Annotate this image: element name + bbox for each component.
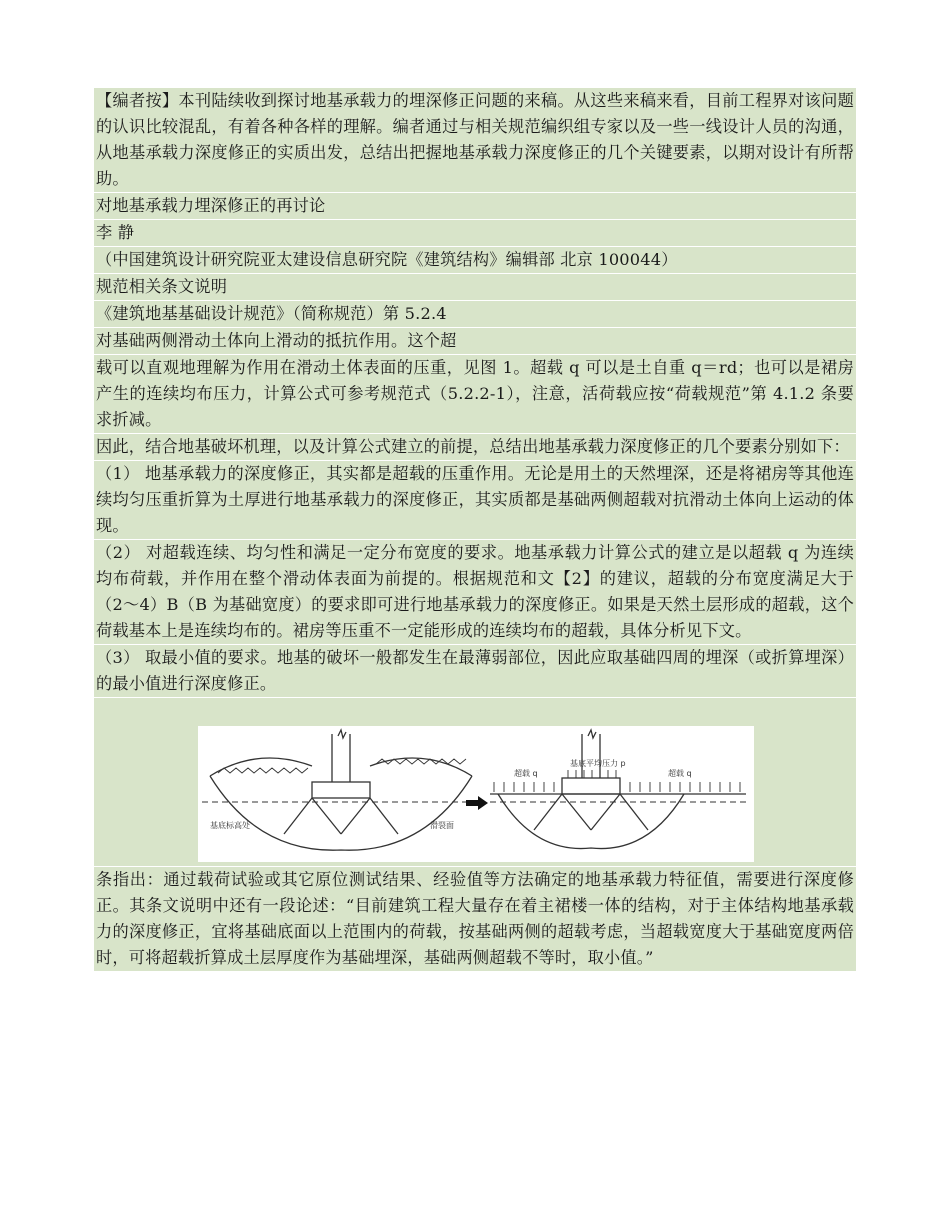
paragraph-surcharge: 载可以直观地理解为作用在滑动土体表面的压重，见图 1。超载 q 可以是土自重 q＝rd；也可以是裙房产生的连续均布压力，计算公式可参考规范式（5.2.2-1），注意，活荷载应按“荷载规范”第 4.1.2 条要求折减。 [94, 355, 856, 434]
paragraph-code-explanation: 条指出：通过载荷试验或其它原位测试结果、经验值等方法确定的地基承载力特征值，需要进行深度修正。其条文说明中还有一段论述：“目前建筑工程大量存在着主裙楼一体的结构，对于主体结构地基承载力的深度修正，宜将基础底面以上范围内的荷载，按基础两侧的超载考虑，当超载宽度大于基础宽度两倍时，可将超载折算成土层厚度作为基础埋深，基础两侧超载不等时，取小值。” [94, 867, 856, 972]
fig-label-surcharge-right: 超载 q [668, 769, 692, 778]
editor-note: 【编者按】本刊陆续收到探讨地基承载力的埋深修正问题的来稿。从这些来稿来看，目前工程界对该问题的认识比较混乱，有着各种各样的理解。编者通过与相关规范编织组专家以及一些一线设计人员的沟通，从地基承载力深度修正的实质出发，总结出把握地基承载力深度修正的几个关键要素，以期对设计有所帮助。 [94, 88, 856, 193]
figure-1 [198, 726, 754, 862]
transform-arrow-icon [466, 796, 488, 810]
fig-label-base-level: 基底标高处 [210, 821, 250, 830]
point-1: （1） 地基承载力的深度修正，其实都是超载的压重作用。无论是用土的天然埋深，还是将裙房等其他连续均匀压重折算为土厚进行地基承载力的深度修正，其实质都是基础两侧超载对抗滑动土体向上运动的体现。 [94, 461, 856, 540]
point-3: （3） 取最小值的要求。地基的破坏一般都发生在最薄弱部位，因此应取基础四周的埋深（或折算埋深）的最小值进行深度修正。 [94, 645, 856, 698]
paragraph-summary: 因此，结合地基破坏机理，以及计算公式建立的前提，总结出地基承载力深度修正的几个要素分别如下： [94, 434, 856, 461]
code-reference: 《建筑地基基础设计规范》（简称规范）第 5.2.4 [94, 301, 856, 328]
author-affiliation: （中国建筑设计研究院亚太建设信息研究院《建筑结构》编辑部 北京 100044） [94, 247, 856, 274]
section-heading: 规范相关条文说明 [94, 274, 856, 301]
fig-label-slip-surface: 滑裂面 [430, 821, 454, 830]
figure-1-drawing [198, 726, 754, 862]
figure-1-block [94, 698, 856, 867]
article-title: 对地基承载力埋深修正的再讨论 [94, 193, 856, 220]
author-name: 李 静 [94, 220, 856, 247]
point-2: （2） 对超载连续、均匀性和满足一定分布宽度的要求。地基承载力计算公式的建立是以超载 q 为连续均布荷载，并作用在整个滑动体表面为前提的。根据规范和文【2】的建议，超载的分布宽度满足大于（2～4）B（B 为基础宽度）的要求即可进行地基承载力的深度修正。如果是天然土层形成的超载，这个荷载基本上是连续均布的。裙房等压重不一定能形成的连续均布的超载，具体分析见下文。 [94, 540, 856, 645]
fig-label-base-pressure: 基底平均压力 p [570, 759, 626, 768]
document-page [94, 88, 856, 972]
paragraph-fragment: 对基础两侧滑动土体向上滑动的抵抗作用。这个超 [94, 328, 856, 355]
fig-label-surcharge-left: 超载 q [514, 769, 538, 778]
